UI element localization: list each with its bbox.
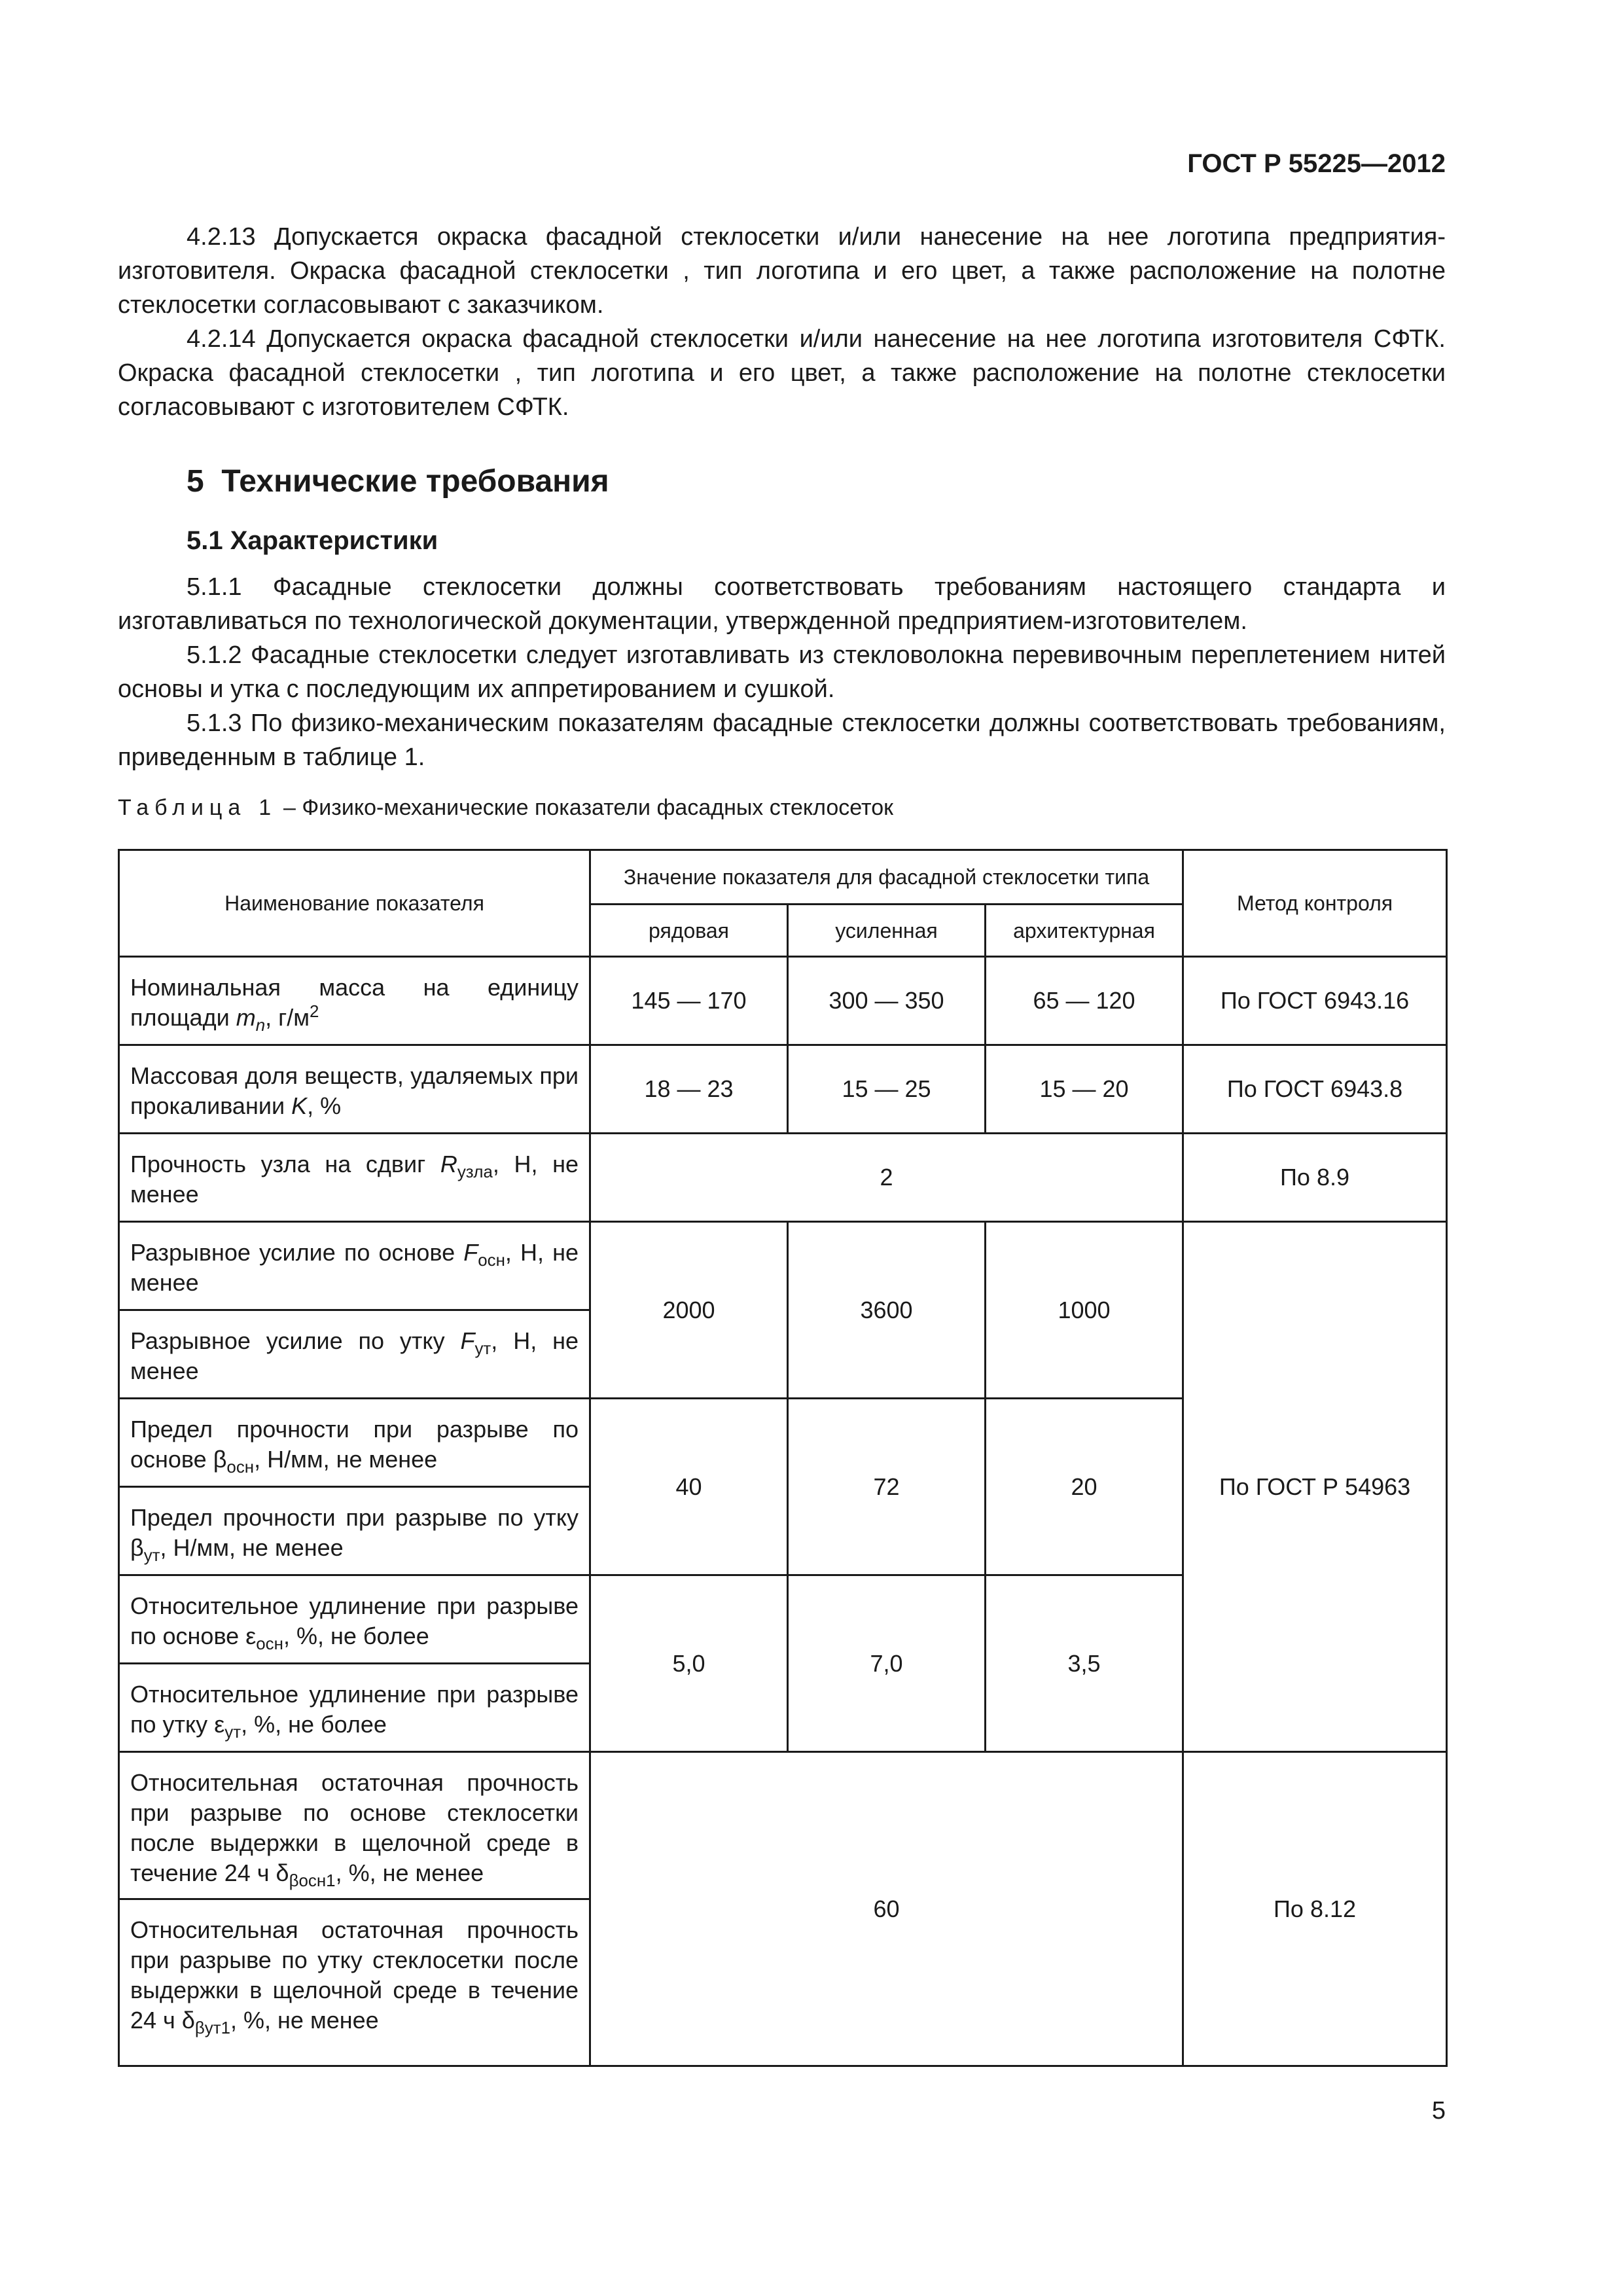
method-cell: По ГОСТ 6943.16 [1183,957,1447,1045]
value-type-3: 3,5 [986,1575,1183,1752]
table-caption-title: – Физико-механические показатели фасадных стеклосеток [283,795,893,820]
subsection-title: Характеристики [230,526,438,555]
row-name: Относительное удлинение при разрыве по основе $\varepsilon_{осн}$, %, не более [119,1575,590,1664]
value-type-1: 18 — 23 [590,1045,788,1134]
value-all-types: 60 [590,1752,1183,2066]
value-type-3: 15 — 20 [986,1045,1183,1134]
paragraph-5-1-2: 5.1.2 Фасадные стеклосетки следует изготавливать из стекловолокна перевивочным переплетением нитей основы и утка с последующим их аппретированием и сушкой. [118,641,1446,703]
header-type-3: архитектурная [986,905,1183,957]
header-type-1: рядовая [590,905,788,957]
paragraph-4-2-13: 4.2.13 Допускается окраска фасадной стеклосетки и/или нанесение на нее логотипа предприятия-изготовителя. Окраска фасадной стеклосетки , тип логотипа и его цвет, а также расположение на полотне стеклосетки согласовывают с заказчиком. [118,223,1446,319]
value-type-2: 300 — 350 [788,957,986,1045]
section-number: 5 [187,464,204,499]
row-name: Разрывное усилие по основе $F_{осн}$, Н, не менее [119,1222,590,1310]
table-row [119,957,1447,1045]
row-name: Массовая доля веществ, удаляемых при прокаливании K, % [119,1045,590,1134]
value-type-2: 72 [788,1399,986,1575]
table-row [119,1134,1447,1222]
value-type-1: 2000 [590,1222,788,1399]
method-cell: По 8.9 [1183,1134,1447,1222]
subsection-number: 5.1 [187,526,223,555]
paragraph-5-1-3: 5.1.3 По физико-механическим показателям фасадные стеклосетки должны соответствовать требованиям, приведенным в таблице 1. [118,709,1446,771]
value-type-2: 7,0 [788,1575,986,1752]
table-row [119,1222,1447,1310]
table-caption-label: Таблица [118,795,247,820]
table-caption [118,793,893,822]
table-row [119,1752,1447,1899]
method-cell: По ГОСТ Р 54963 [1183,1222,1447,1752]
value-type-2: 15 — 25 [788,1045,986,1134]
row-name: Относительная остаточная прочность при разрыве по основе стеклосетки после выдержки в щелочной среде в течение 24 ч $\delta_{\beta осн1}$, %, не менее [119,1752,590,1899]
row-name: Относительное удлинение при разрыве по утку $\varepsilon_{ут}$, %, не более [119,1664,590,1752]
row-name: Предел прочности при разрыве по основе $\beta_{осн}$, Н/мм, не менее [119,1399,590,1487]
value-type-1: 145 — 170 [590,957,788,1045]
paragraph-4-2-14: 4.2.14 Допускается окраска фасадной стеклосетки и/или нанесение на нее логотипа изготовителя СФТК. Окраска фасадной стеклосетки , тип логотипа и его цвет, а также расположение на полотне стеклосетки согласовывают с изготовителем СФТК. [118,325,1446,421]
value-type-1: 5,0 [590,1575,788,1752]
header-value-group: Значение показателя для фасадной стеклосетки типа [590,850,1183,905]
page-number: 5 [1431,2097,1446,2125]
header-method: Метод контроля [1183,850,1447,957]
row-name: Номинальная масса на единицу площади $m_n$, $г/м^2$ [119,957,590,1045]
method-cell: По ГОСТ 6943.8 [1183,1045,1447,1134]
section-title: Технические требования [221,464,609,499]
value-type-1: 40 [590,1399,788,1575]
table-row [119,1045,1447,1134]
top-paragraphs [118,220,1446,424]
subsection-heading [187,524,438,558]
paragraph-5-1-1: 5.1.1 Фасадные стеклосетки должны соответствовать требованиям настоящего стандарта и изготавливаться по технологической документации, утвержденной предприятием-изготовителем. [118,573,1446,635]
row-name: Предел прочности при разрыве по утку $\beta_{ут}$, Н/мм, не менее [119,1487,590,1575]
value-type-2: 3600 [788,1222,986,1399]
header-name: Наименование показателя [119,850,590,957]
method-cell: По 8.12 [1183,1752,1447,2066]
row-name: Прочность узла на сдвиг $R_{узла}$, Н, не менее [119,1134,590,1222]
value-all-types: 2 [590,1134,1183,1222]
row-name: Разрывное усилие по утку $F_{ут}$, Н, не менее [119,1310,590,1399]
header-type-2: усиленная [788,905,986,957]
value-type-3: 1000 [986,1222,1183,1399]
table-caption-number: 1 [259,795,272,820]
value-type-3: 65 — 120 [986,957,1183,1045]
section-heading [187,462,609,501]
body-paragraphs [118,570,1446,774]
value-type-3: 20 [986,1399,1183,1575]
row-name: Относительная остаточная прочность при разрыве по утку стеклосетки после выдержки в щелочной среде в течение 24 ч $\delta_{\beta ут1}$, %, не менее [119,1899,590,2066]
properties-table [118,849,1448,2067]
document-header: ГОСТ Р 55225—2012 [1187,149,1446,178]
table-header-row [119,850,1447,905]
